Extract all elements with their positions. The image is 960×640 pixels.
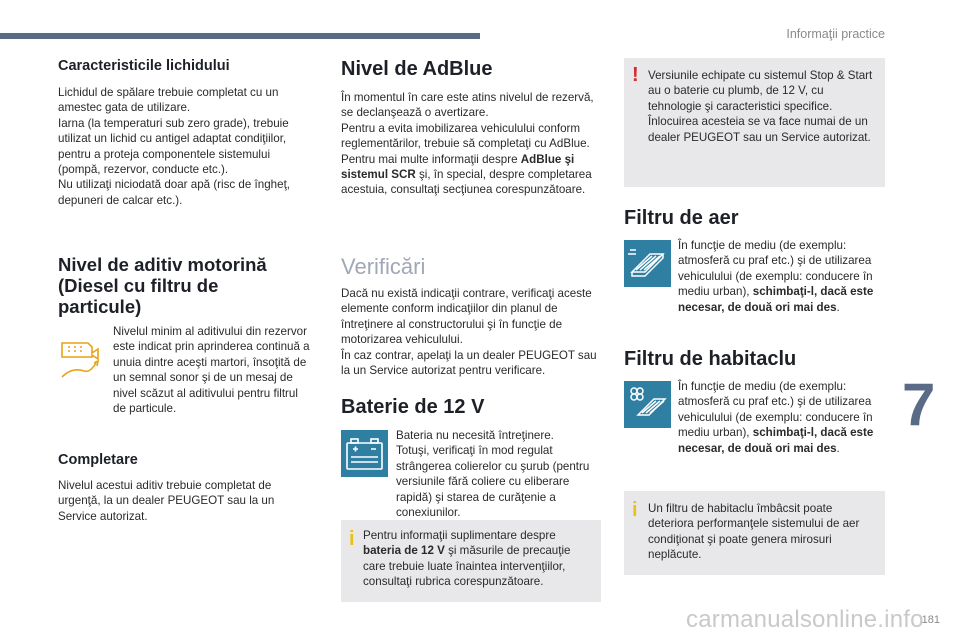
battery-body: Bateria nu necesită întreţinere. Totuşi, verificaţi în mod regulat strângerea colierelor cu şurub (pentru versiunile fără coliere cu eliberare rapidă) şi starea de curăţenie a conexiunilor.: [396, 429, 590, 520]
refill-body: Nivelul acestui aditiv trebuie completat de urgenţă, la un dealer PEUGEOT sau la un Service autorizat.: [58, 479, 275, 523]
additive-level-title: Nivel de aditiv motorină (Diesel cu filtru de particule): [58, 254, 267, 317]
adblue-title: Nivel de AdBlue: [341, 58, 493, 80]
washer-fluid-body: Lichidul de spălare trebuie completat cu un amestec gata de utilizare. Iarna (la temperaturi sub zero grade), trebuie utilizat un lichid cu antigel adaptat condiţiilor, pentru a proteja componentele sistemului (pompă, rezervor, conducte etc.). Nu utilizaţi niciodată doar apă (risc de îngheţ, depuneri de calcar etc.).: [58, 86, 291, 207]
air-filter-icon: [624, 240, 671, 287]
battery-info-text: Pentru informaţii suplimentare despre bateria de 12 V şi măsurile de precauţie care trebuie luate înaintea intervenţiilor, consultaţi rubrica corespunzătoare.: [363, 529, 571, 589]
watermark: carmanualsonline.info: [686, 606, 924, 633]
info-icon: i: [349, 528, 355, 550]
checks-body: Dacă nu există indicaţii contrare, verificaţi aceste elemente conform indicaţiilor din planul de întreţinere al constructorului şi în funcţie de motorizarea vehiculului. În caz contrar, apelaţi la un dealer PEUGEOT sau la un Service autorizat pentru verificare.: [341, 287, 597, 378]
top-bar: [0, 33, 480, 39]
page-number: 181: [921, 614, 940, 626]
refill-title: Completare: [58, 452, 138, 468]
cabin-filter-info-text: Un filtru de habitaclu îmbâcsit poate deteriora performanţele sistemului de aer condiţionat şi poate genera mirosuri neplăcute.: [648, 502, 860, 562]
adblue-body: În momentul în care este atins nivelul de rezervă, se declanşează o avertizare. Pentru a evita imobilizarea vehiculului conform reglementărilor, trebuie să completaţi cu AdBlue. Pentru mai multe informaţii despre AdBlue şi sistemul SCR şi, în special, despre completarea acestuia, consultaţi secţiunea corespunzătoare.: [341, 91, 594, 197]
stop-start-warning: [624, 58, 885, 187]
additive-warning-icon: [58, 337, 104, 385]
battery-title: Baterie de 12 V: [341, 396, 485, 418]
stop-start-warning-text: Versiunile echipate cu sistemul Stop & Start au o baterie cu plumb, de 12 V, cu tehnologie şi caracteristici specifice. Înlocuirea acesteia se va face numai de un dealer PEUGEOT sau un Service autorizat.: [648, 69, 873, 144]
checks-title: Verificări: [341, 254, 426, 279]
additive-level-body: Nivelul minim al aditivului din rezervor este indicat prin aprinderea continuă a unuia dintre aceşti martori, însoţită de un semnal sonor şi de un mesaj de nivel scăzut al aditivului pentru filtrul de particule.: [113, 325, 310, 416]
section-label: Informaţii practice: [786, 27, 885, 41]
warning-icon: !: [632, 64, 639, 86]
battery-info-note: [341, 520, 601, 602]
info-icon: i: [632, 499, 638, 521]
cabin-filter-icon: [624, 381, 671, 428]
air-filter-body: În funcţie de mediu (de exemplu: atmosferă cu praf etc.) şi de utilizarea vehiculului (de exemplu: conducere în mediu urban), schimbaţi-l, dacă este necesar, de două ori mai des.: [678, 239, 874, 314]
cabin-filter-body: În funcţie de mediu (de exemplu: atmosferă cu praf etc.) şi de utilizarea vehiculului (de exemplu: conducere în mediu urban), schimbaţi-l, dacă este necesar, de două ori mai des.: [678, 380, 874, 455]
chapter-number: 7: [902, 371, 936, 438]
washer-fluid-title: Caracteristicile lichidului: [58, 58, 230, 74]
cabin-filter-title: Filtru de habitaclu: [624, 348, 797, 370]
battery-icon: [341, 430, 388, 477]
cabin-filter-info-note: [624, 491, 885, 575]
air-filter-title: Filtru de aer: [624, 207, 739, 229]
